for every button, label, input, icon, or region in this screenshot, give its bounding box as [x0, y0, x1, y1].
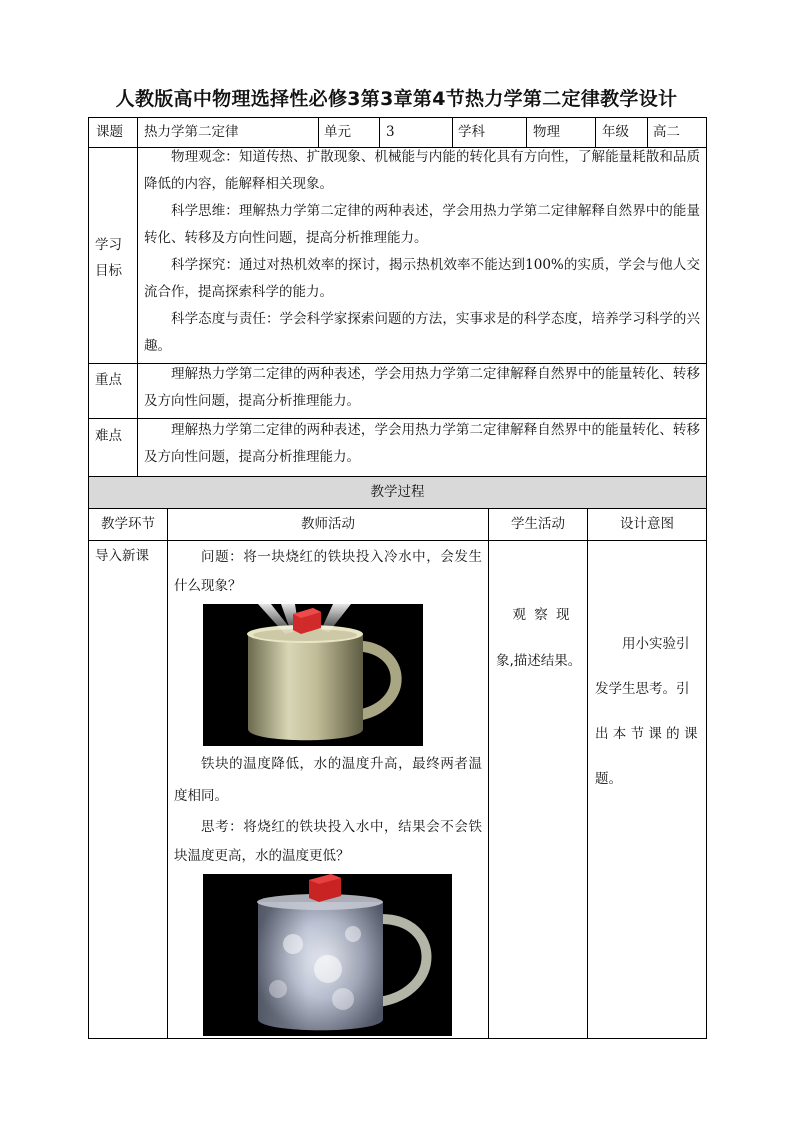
- goal-item: 科学探究：通过对热机效率的探讨，揭示热机效率不能达到100%的实质，学会与他人交流合作，提高探索科学的能力。: [144, 257, 700, 300]
- cup-water-illustration: [203, 874, 452, 1036]
- goals-content: [144, 144, 700, 360]
- goal-item: 科学态度与责任：学会科学家探索问题的方法，实事求是的科学态度，培养学习科学的兴趣。: [144, 311, 700, 354]
- topic-value: 热力学第二定律: [144, 124, 239, 140]
- student-activity: 观 察 现 象,描述结果。: [496, 607, 582, 669]
- difficult-point-text: 理解热力学第二定律的两种表述，学会用热力学第二定律解释自然界中的能量转化、转移及方向性问题，提高分析推理能力。: [144, 422, 700, 465]
- col-header-intent: 设计意图: [620, 516, 674, 532]
- difficult-point-content: [144, 417, 700, 471]
- cup-water-iron-image: [203, 874, 452, 1036]
- row-divider: [88, 508, 707, 509]
- goal-item: 科学思维：理解热力学第二定律的两种表述，学会用热力学第二定律解释自然界中的能量转化、转移及方向性问题，提高分析推理能力。: [144, 203, 700, 246]
- column-divider: [488, 508, 489, 1039]
- col-header-teacher: 教师活动: [301, 516, 355, 532]
- column-divider: [595, 117, 596, 147]
- goals-label: 学习 目标: [95, 237, 122, 279]
- difficult-point-label: 难点: [95, 428, 122, 444]
- key-point-content: [144, 361, 700, 415]
- column-divider: [526, 117, 527, 147]
- grade-value: 高二: [653, 124, 680, 140]
- column-divider: [379, 117, 380, 147]
- subject-value: 物理: [533, 124, 560, 140]
- subject-label: 学科: [458, 124, 485, 140]
- stage-name: 导入新课: [95, 548, 149, 564]
- col-header-stage: 教学环节: [101, 516, 155, 532]
- row-divider: [88, 540, 707, 541]
- process-heading: 教学过程: [370, 484, 425, 500]
- column-divider: [318, 117, 319, 147]
- cup-illustration: [203, 604, 423, 746]
- teacher-question-1: 问题：将一块烧红的铁块投入冷水中，会发生什么现象？: [174, 549, 482, 594]
- grade-label: 年级: [602, 124, 629, 140]
- teacher-answer-1: 铁块的温度降低，水的温度升高，最终两者温度相同。: [174, 756, 482, 804]
- unit-label: 单元: [324, 124, 351, 140]
- col-header-student: 学生活动: [511, 516, 565, 532]
- column-divider: [137, 117, 138, 476]
- design-intent: 用小实验引 发学生思考。引 出 本 节 课 的 课 题。: [595, 636, 698, 787]
- column-divider: [452, 117, 453, 147]
- column-divider: [587, 508, 588, 1039]
- unit-value: 3: [386, 124, 395, 140]
- goal-item: 物理观念：知道传热、扩散现象、机械能与内能的转化具有方向性，了解能量耗散和品质降低的内容，能解释相关现象。: [144, 149, 700, 192]
- topic-label: 课题: [96, 124, 123, 140]
- cup-iron-block-image: [203, 604, 423, 746]
- column-divider: [647, 117, 648, 147]
- document-title: 人教版高中物理选择性必修3第3章第4节热力学第二定律教学设计: [115, 88, 678, 110]
- key-point-label: 重点: [95, 372, 122, 388]
- teacher-question-2: 思考：将烧红的铁块投入水中，结果会不会铁块温度更高，水的温度更低？: [174, 819, 482, 864]
- key-point-text: 理解热力学第二定律的两种表述，学会用热力学第二定律解释自然界中的能量转化、转移及方向性问题，提高分析推理能力。: [144, 366, 700, 409]
- column-divider: [167, 508, 168, 1039]
- row-divider: [88, 476, 707, 477]
